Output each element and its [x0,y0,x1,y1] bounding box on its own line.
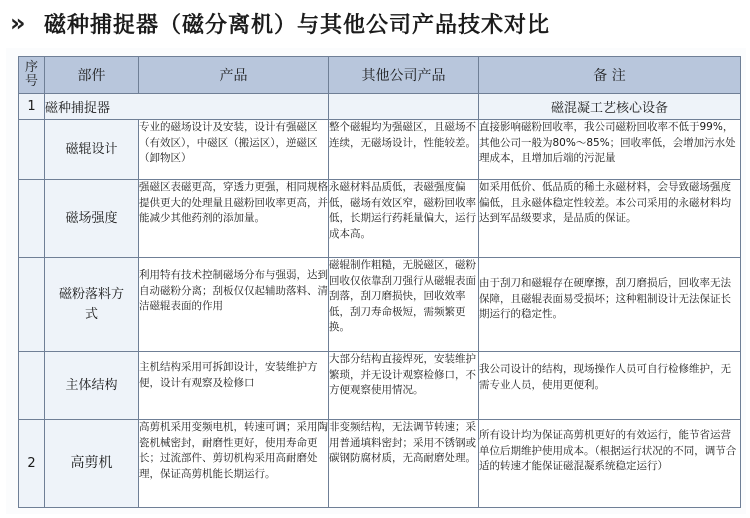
row-note: 如采用低价、低品质的稀土永磁材料，会导致磁场强度偏低，且永磁体稳定性较差。本公司采用的永磁材料均达到军品级要求，是品质的保证。 [479,180,741,258]
row-number-cell [19,258,45,352]
row-part-label: 磁粉落料方式 [58,286,124,322]
row-others: 非变频结构，无法调节转速；采用普通填料密封；采用不锈钢或碳钢防腐材质，无高耐磨处理。 [329,420,479,508]
row-part [45,180,139,258]
row-part-label: 磁辊设计 [65,141,118,157]
row-note: 由于刮刀和磁辊存在硬摩擦，刮刀磨损后，回收率无法保障，且磁辊表面易受损坏；这种粗制设计无法保证长期运行的稳定性。 [479,258,741,352]
header-others: 其他公司产品 [329,57,479,94]
section-number: 2 [19,420,45,508]
row-product: 专业的磁场设计及安装，设计有强磁区（有效区），中磁区（搬运区），逆磁区（卸物区） [139,120,329,180]
table-row [19,180,741,258]
page-title: 磁种捕捉器（磁分离机）与其他公司产品技术对比 [44,12,551,38]
row-product: 主机结构采用可拆卸设计，安装维护方便，设计有观察及检修口 [139,352,329,420]
row-number-cell [19,352,45,420]
row-product: 高剪机采用变频电机，转速可调；采用陶瓷机械密封，耐磨性更好，使用寿命更长；过流部件、剪切机构采用高耐磨处理，保证高剪机能长期运行。 [139,420,329,508]
row-part [45,120,139,180]
double-chevron-icon: » [10,9,20,37]
row-number-cell [19,120,45,180]
row-product: 利用特有技术控制磁场分布与强弱，达到自动磁粉分离；刮板仅仅起辅助落料、清洁磁辊表面的作用 [139,258,329,352]
table-row [19,258,741,352]
header-part: 部件 [45,57,139,94]
section-empty-cell [329,94,479,120]
row-others: 永磁材料品质低，表磁强度偏低，磁场有效区窄，磁粉回收率低，长期运行药耗量偏大，运行成本高。 [329,180,479,258]
row-others: 整个磁辊均为强磁区，且磁场不连续，无磁场设计，性能较差。 [329,120,479,180]
section-row-2 [19,420,741,508]
section-row-1 [19,94,741,120]
row-number-cell [19,180,45,258]
row-part [45,258,139,352]
row-part [45,420,139,508]
header-seq: 序号 [19,57,45,94]
row-part-label: 磁场强度 [65,210,118,226]
row-part-label: 主体结构 [65,377,118,393]
table-header-row [19,57,741,94]
row-note: 我公司设计的结构，现场操作人员可自行检修维护，无需专业人员，使用更便利。 [479,352,741,420]
row-note: 所有设计均为保证高剪机更好的有效运行，能节省运营单位后期维护使用成本。（根据运行状况的不同，调节合适的转速才能保证磁混凝系统稳定运行） [479,420,741,508]
row-note: 直接影响磁粉回收率，我公司磁粉回收率不低于99%，其他公司一般为80%～85%；回收率低，会增加污水处理成本，且增加后端的污泥量 [479,120,741,180]
section-name: 高剪机 [70,455,113,471]
comparison-sheet [6,48,746,514]
title-bar [0,0,750,46]
row-others: 大部分结构直接焊死，安装维护繁琐，并无设计观察检修口，不方便观察使用情况。 [329,352,479,420]
header-note: 备 注 [479,57,741,94]
table-row [19,120,741,180]
section-name: 磁种捕捉器 [45,94,329,120]
table-row [19,352,741,420]
section-number: 1 [19,94,45,120]
row-others: 磁辊制作粗糙，无脱磁区，磁粉回收仅依靠刮刀强行从磁辊表面刮落，刮刀磨损快，回收效率低，刮刀寿命极短，需频繁更换。 [329,258,479,352]
row-part [45,352,139,420]
section-core-label: 磁混凝工艺核心设备 [479,94,741,120]
row-product: 强磁区表磁更高，穿透力更强，相同规格提供更大的处理量且磁粉回收率更高，并能减少其他药剂的添加量。 [139,180,329,258]
header-product: 产品 [139,57,329,94]
comparison-table [18,56,741,508]
